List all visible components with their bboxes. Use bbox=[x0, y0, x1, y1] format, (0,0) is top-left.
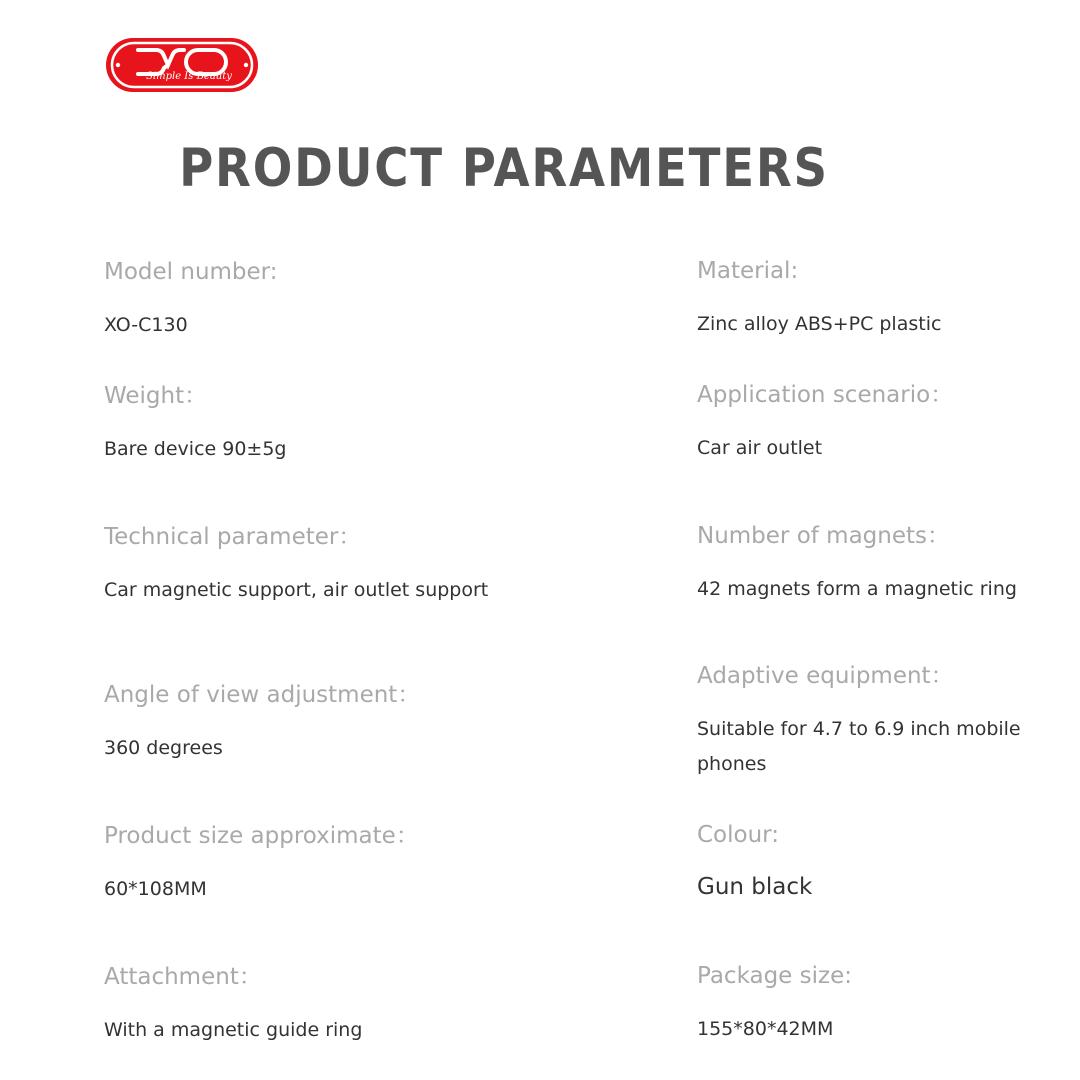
param-label: Angle of view adjustment： bbox=[104, 682, 421, 708]
param-label: Number of magnets： bbox=[697, 523, 951, 549]
param-label: Material: bbox=[697, 258, 799, 284]
param-label: Colour: bbox=[697, 822, 779, 848]
param-value: 360 degrees bbox=[104, 737, 223, 759]
param-product-size bbox=[104, 821, 464, 907]
param-value: Car air outlet bbox=[697, 437, 823, 459]
param-label: Product size approximate： bbox=[104, 823, 419, 849]
page-title: PRODUCT PARAMETERS bbox=[179, 138, 829, 199]
param-number-of-magnets bbox=[697, 521, 1057, 607]
param-value: Gun black bbox=[697, 874, 813, 900]
param-value: XO-C130 bbox=[104, 314, 188, 336]
param-label: Package size: bbox=[697, 963, 852, 989]
param-value: With a magnetic guide ring bbox=[104, 1019, 363, 1041]
param-technical-parameter bbox=[104, 522, 544, 608]
param-adaptive-equipment bbox=[697, 661, 1057, 782]
param-value: 42 magnets form a magnetic ring bbox=[697, 578, 1017, 600]
param-colour bbox=[697, 820, 1057, 905]
param-value: 155*80*42MM bbox=[697, 1018, 834, 1040]
param-application-scenario bbox=[697, 380, 1057, 466]
param-value: Zinc alloy ABS+PC plastic bbox=[697, 313, 942, 335]
param-label: Weight： bbox=[104, 383, 208, 409]
param-angle-of-view bbox=[104, 680, 464, 766]
param-label: Technical parameter： bbox=[104, 524, 362, 550]
param-material bbox=[697, 256, 1057, 342]
brand-tagline: Simple Is Beauty bbox=[146, 71, 232, 82]
param-weight bbox=[104, 381, 464, 467]
param-value: Bare device 90±5g bbox=[104, 438, 287, 460]
param-package-size bbox=[697, 961, 1057, 1047]
param-attachment bbox=[104, 962, 464, 1048]
param-label: Model number: bbox=[104, 259, 278, 285]
param-model-number bbox=[104, 257, 464, 343]
param-value: 60*108MM bbox=[104, 878, 207, 900]
param-value: Car magnetic support, air outlet support bbox=[104, 579, 489, 601]
param-label: Adaptive equipment： bbox=[697, 663, 954, 689]
param-value: Suitable for 4.7 to 6.9 inch mobile phones bbox=[697, 718, 1021, 775]
brand-logo bbox=[104, 36, 260, 94]
param-label: Attachment： bbox=[104, 964, 262, 990]
param-label: Application scenario： bbox=[697, 382, 954, 408]
